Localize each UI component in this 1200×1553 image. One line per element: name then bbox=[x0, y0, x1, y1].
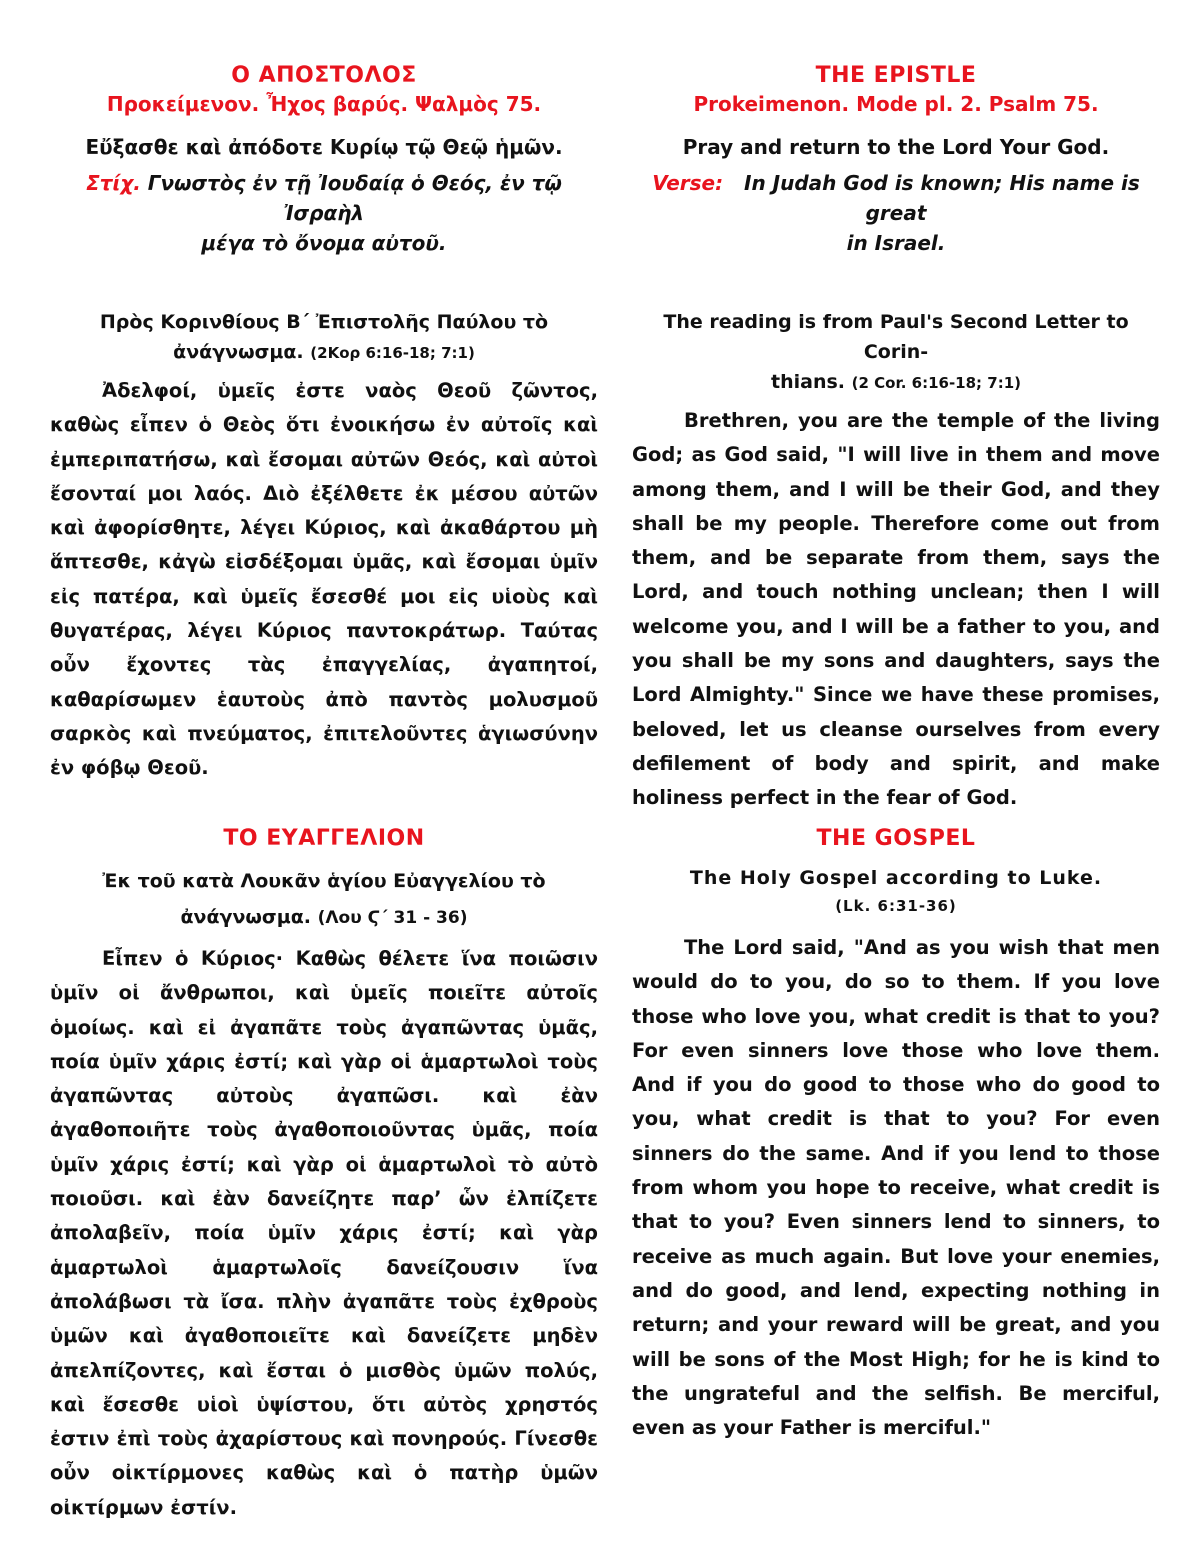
greek-gospel-body: Εἶπεν ὁ Κύριος· Καθὼς θέλετε ἵνα ποιῶσιν ὑμῖν οἱ ἄνθρωποι, καὶ ὑμεῖς ποιεῖτε αὐτοῖς ὁμοίως. καὶ εἰ ἀγαπᾶτε τοὺς ἀγαπῶντας ὑμᾶς, ποία ὑμῖν χάρις ἐστί; καὶ γὰρ οἱ ἁμαρτωλοὶ τοὺς ἀγαπῶντας αὐτοὺς ἀγαπῶσι. καὶ ἐὰν ἀγαθοποιῆτε τοὺς ἀγαθοποιοῦντας ὑμᾶς, ποία ὑμῖν χάρις ἐστί; καὶ γὰρ οἱ ἁμαρτωλοὶ τὸ αὐτὸ ποιοῦσι. καὶ ἐὰν δανείζητε παρ’ ὧν ἐλπίζετε ἀπολαβεῖν, ποία ὑμῖν χάρις ἐστί; καὶ γὰρ ἁμαρτωλοὶ ἁμαρτωλοῖς δανείζουσιν ἵνα ἀπολάβωσι τὰ ἴσα. πλὴν ἀγαπᾶτε τοὺς ἐχθροὺς ὑμῶν καὶ ἀγαθοποιεῖτε καὶ δανείζετε μηδὲν ἀπελπίζοντες, καὶ ἔσται ὁ μισθὸς ὑμῶν πολύς, καὶ ἔσεσθε υἱοὶ ὑψίστου, ὅτι αὐτὸς χρηστός ἐστιν ἐπὶ τοὺς ἀχαρίστους καὶ πονηρούς. Γίνεσθε οὖν οἰκτίρμονες καθὼς καὶ ὁ πατὴρ ὑμῶν οἰκτίρμων ἐστίν. bbox=[50, 947, 598, 1519]
greek-gospel-ref: (Λου Ϛ΄ 31 - 36) bbox=[317, 908, 468, 928]
greek-gospel-line2: ἀνάγνωσμα. bbox=[180, 906, 311, 928]
greek-epistle-reading bbox=[50, 307, 598, 786]
english-verse-line1: In Judah God is known; His name is great bbox=[744, 171, 1140, 225]
greek-verse-line2: μέγα τὸ ὄνομα αὐτοῦ. bbox=[201, 231, 447, 255]
english-gospel-title: THE GOSPEL bbox=[816, 826, 976, 851]
greek-prokeimenon: Προκείμενον. Ἦχος βαρύς. Ψαλμὸς 75. bbox=[106, 92, 542, 116]
greek-gospel-section bbox=[50, 825, 598, 1525]
greek-reading-line2: ἀνάγνωσμα. bbox=[173, 341, 304, 363]
english-gospel-heading: The Holy Gospel according to Luke. bbox=[689, 867, 1103, 889]
greek-verse-tag: Στίχ. bbox=[86, 171, 141, 195]
greek-epistle-header bbox=[50, 62, 598, 258]
english-epistle-reading bbox=[632, 307, 1160, 816]
greek-gospel-line1: Ἐκ τοῦ κατὰ Λουκᾶν ἁγίου Εὐαγγελίου τὸ bbox=[102, 870, 546, 892]
english-reading-line2: thians. bbox=[771, 371, 845, 393]
english-verse-tag: Verse: bbox=[652, 171, 724, 195]
english-verse-line2: in Israel. bbox=[846, 231, 946, 255]
english-epistle-header bbox=[632, 62, 1160, 258]
english-reading-heading bbox=[632, 307, 1160, 398]
english-epistle-body: Brethren, you are the temple of the living God; as God said, "I will live in them and move among them, and I will be their God, and they shall be my people. Therefore come out from them, and be separate from them, says the Lord, and touch nothing unclean; then I will welcome you, and I will be a father to you, and you shall be my sons and daughters, says the Lord Almighty." Since we have these promises, beloved, let us cleanse ourselves from every defilement of body and spirit, and make holiness perfect in the fear of God. bbox=[632, 409, 1160, 810]
english-reading-line1: The reading is from Paul's Second Letter to Corin- bbox=[663, 311, 1129, 363]
english-gospel-body: The Lord said, "And as you wish that men would do to you, do so to them. If you love those who love you, what credit is that to you? For even sinners love those who love them. And if you do good to those who do good to you, what credit is that to you? For even sinners do the same. And if you lend to those from whom you hope to receive, what credit is that to you? Even sinners lend to sinners, to receive as much again. But love your enemies, and do good, and lend, expecting nothing in return; and your reward will be great, and you will be sons of the Most High; for he is kind to the ungrateful and the selfish. Be merciful, even as your Father is merciful." bbox=[632, 936, 1160, 1440]
greek-gospel-heading bbox=[50, 863, 598, 936]
greek-prokeimenon-text: Εὔξασθε καὶ ἀπόδοτε Κυρίῳ τῷ Θεῷ ἡμῶν. bbox=[85, 135, 563, 159]
greek-reading-ref: (2Κορ 6:16-18; 7:1) bbox=[310, 344, 475, 362]
english-prokeimenon-text: Pray and return to the Lord Your God. bbox=[682, 135, 1110, 159]
greek-reading-line1: Πρὸς Κορινθίους Β΄ Ἐπιστολῆς Παύλου τὸ bbox=[99, 311, 549, 333]
english-verse bbox=[632, 168, 1160, 258]
english-gospel-ref: (Lk. 6:31-36) bbox=[835, 897, 957, 915]
english-epistle-title: THE EPISTLE bbox=[815, 63, 977, 88]
english-prokeimenon: Prokeimenon. Mode pl. 2. Psalm 75. bbox=[693, 92, 1099, 116]
greek-verse bbox=[50, 168, 598, 258]
greek-epistle-title: Ο ΑΠΟΣΤΟΛΟΣ bbox=[231, 63, 417, 88]
english-reading-ref: (2 Cor. 6:16-18; 7:1) bbox=[851, 374, 1021, 392]
english-gospel-section bbox=[632, 825, 1160, 1445]
greek-gospel-title: ΤΟ ΕΥΑΓΓΕΛΙΟΝ bbox=[223, 826, 425, 851]
greek-reading-heading bbox=[50, 307, 598, 368]
greek-epistle-body: Ἀδελφοί, ὑμεῖς ἐστε ναὸς Θεοῦ ζῶντος, καθὼς εἶπεν ὁ Θεὸς ὅτι ἐνοικήσω ἐν αὐτοῖς καὶ ἐμπεριπατήσω, καὶ ἔσομαι αὐτῶν Θεός, καὶ αὐτοὶ ἔσονταί μοι λαός. Διὸ ἐξέλθετε ἐκ μέσου αὐτῶν καὶ ἀφορίσθητε, λέγει Κύριος, καὶ ἀκαθάρτου μὴ ἅπτεσθε, κἀγὼ εἰσδέξομαι ὑμᾶς, καὶ ἔσομαι ὑμῖν εἰς πατέρα, καὶ ὑμεῖς ἔσεσθέ μοι εἰς υἱοὺς καὶ θυγατέρας, λέγει Κύριος παντοκράτωρ. Ταύτας οὖν ἔχοντες τὰς ἐπαγγελίας, ἀγαπητοί, καθαρίσωμεν ἑαυτοὺς ἀπὸ παντὸς μολυσμοῦ σαρκὸς καὶ πνεύματος, ἐπιτελοῦντες ἁγιωσύνην ἐν φόβῳ Θεοῦ. bbox=[50, 379, 598, 780]
greek-verse-line1: Γνωστὸς ἐν τῇ Ἰουδαίᾳ ὁ Θεός, ἐν τῷ Ἰσραὴλ bbox=[147, 171, 562, 225]
